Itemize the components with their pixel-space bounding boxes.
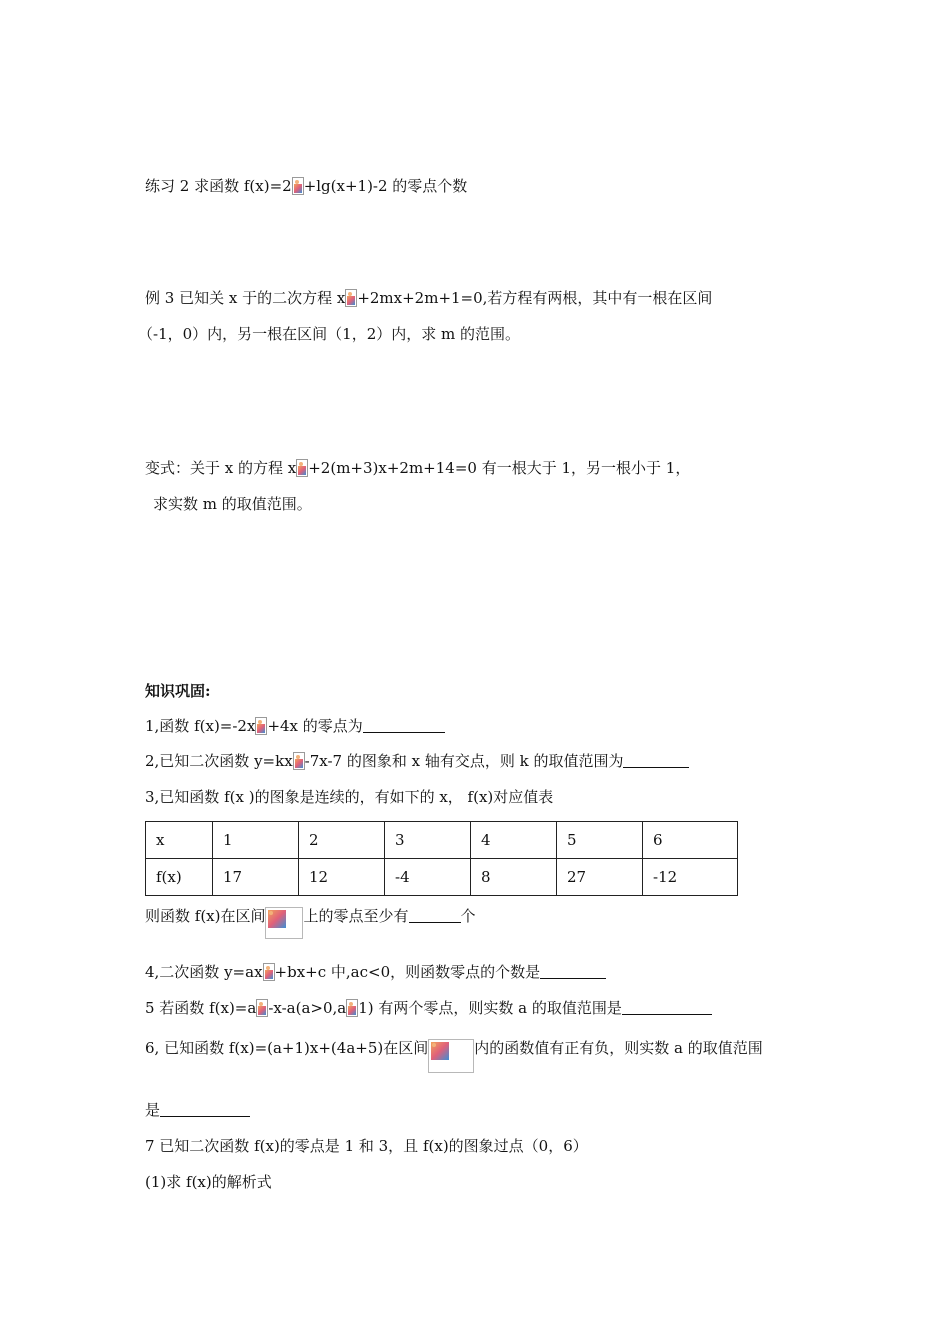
answer-blank[interactable] — [540, 964, 606, 979]
question-4 — [145, 962, 606, 982]
table-cell: f(x) — [146, 859, 213, 896]
q6-text-a: 6, 已知函数 f(x)=(a+1)x+(4a+5)在区间 — [145, 1039, 429, 1057]
answer-blank[interactable] — [623, 753, 689, 768]
q5-text-b: -x-a(a>0,a — [268, 999, 347, 1017]
formula-image-icon — [256, 999, 268, 1017]
q6-text-c: 是 — [145, 1101, 161, 1119]
exercise-2-text-a: 练习 2 求函数 f(x)=2 — [145, 177, 292, 195]
interval-image-icon — [265, 907, 303, 939]
table-cell: 2 — [299, 822, 385, 859]
question-5 — [145, 998, 712, 1018]
table-cell: 4 — [471, 822, 557, 859]
table-row — [146, 822, 738, 859]
not-equal-image-icon — [346, 999, 358, 1017]
table-cell: 8 — [471, 859, 557, 896]
example-3-text-a: 例 3 已知关 x 于的二次方程 x — [145, 289, 346, 307]
answer-blank[interactable] — [363, 718, 445, 733]
q5-text-a: 5 若函数 f(x)=a — [145, 999, 257, 1017]
table-cell: 5 — [557, 822, 643, 859]
variant-line-2: 求实数 m 的取值范围。 — [153, 495, 312, 513]
question-7: 7 已知二次函数 f(x)的零点是 1 和 3，且 f(x)的图象过点（0，6） — [145, 1137, 588, 1155]
answer-blank[interactable] — [622, 1000, 712, 1015]
example-3-line-1 — [145, 288, 712, 308]
formula-image-icon — [263, 963, 275, 981]
value-table — [145, 821, 738, 896]
interval-image-icon — [428, 1039, 474, 1073]
table-cell: 12 — [299, 859, 385, 896]
q2-text-b: -7x-7 的图象和 x 轴有交点，则 k 的取值范围为 — [304, 752, 624, 770]
answer-blank[interactable] — [160, 1102, 250, 1117]
q1-text-b: +4x 的零点为 — [267, 717, 363, 735]
q2-text-a: 2,已知二次函数 y=kx — [145, 752, 293, 770]
table-cell: x — [146, 822, 213, 859]
question-2 — [145, 751, 689, 771]
example-3-line-2: （-1，0）内，另一根在区间（1，2）内，求 m 的范围。 — [138, 325, 521, 343]
section-heading: 知识巩固: — [145, 682, 211, 700]
variant-text-a: 变式：关于 x 的方程 x — [145, 459, 297, 477]
example-3-text-b: +2mx+2m+1=0,若方程有两根，其中有一根在区间 — [357, 289, 713, 307]
table-cell: -12 — [643, 859, 738, 896]
table-row — [146, 859, 738, 896]
q4-text-b: +bx+c 中,ac<0，则函数零点的个数是 — [274, 963, 541, 981]
q1-text-a: 1,函数 f(x)=-2x — [145, 717, 256, 735]
table-cell: 27 — [557, 859, 643, 896]
q6-text-b: 内的函数值有正有负，则实数 a 的取值范围 — [474, 1039, 763, 1057]
q4-text-a: 4,二次函数 y=ax — [145, 963, 263, 981]
q3-text-a: 则函数 f(x)在区间 — [145, 907, 266, 925]
formula-image-icon — [296, 459, 308, 477]
exercise-2 — [145, 176, 467, 196]
question-3: 3,已知函数 f(x )的图象是连续的，有如下的 x， f(x)对应值表 — [145, 788, 554, 806]
table-cell: 3 — [385, 822, 471, 859]
variant-line-1 — [145, 458, 690, 478]
formula-image-icon — [292, 177, 304, 195]
formula-image-icon — [293, 752, 305, 770]
formula-image-icon — [345, 289, 357, 307]
question-1 — [145, 716, 445, 736]
exercise-2-text-b: +lg(x+1)-2 的零点个数 — [303, 177, 468, 195]
answer-blank[interactable] — [409, 908, 461, 923]
formula-image-icon — [255, 717, 267, 735]
question-6 — [145, 1038, 763, 1058]
table-cell: -4 — [385, 859, 471, 896]
variant-text-b: +2(m+3)x+2m+14=0 有一根大于 1，另一根小于 1， — [308, 459, 691, 477]
q5-text-c: 1) 有两个零点，则实数 a 的取值范围是 — [358, 999, 622, 1017]
table-cell: 1 — [213, 822, 299, 859]
question-6-cont — [145, 1100, 250, 1120]
table-cell: 6 — [643, 822, 738, 859]
q3-text-c: 个 — [460, 907, 476, 925]
q3-text-b: 上的零点至少有 — [303, 907, 409, 925]
question-7-part-1: (1)求 f(x)的解析式 — [145, 1173, 272, 1191]
table-cell: 17 — [213, 859, 299, 896]
question-3-answer — [145, 906, 476, 926]
